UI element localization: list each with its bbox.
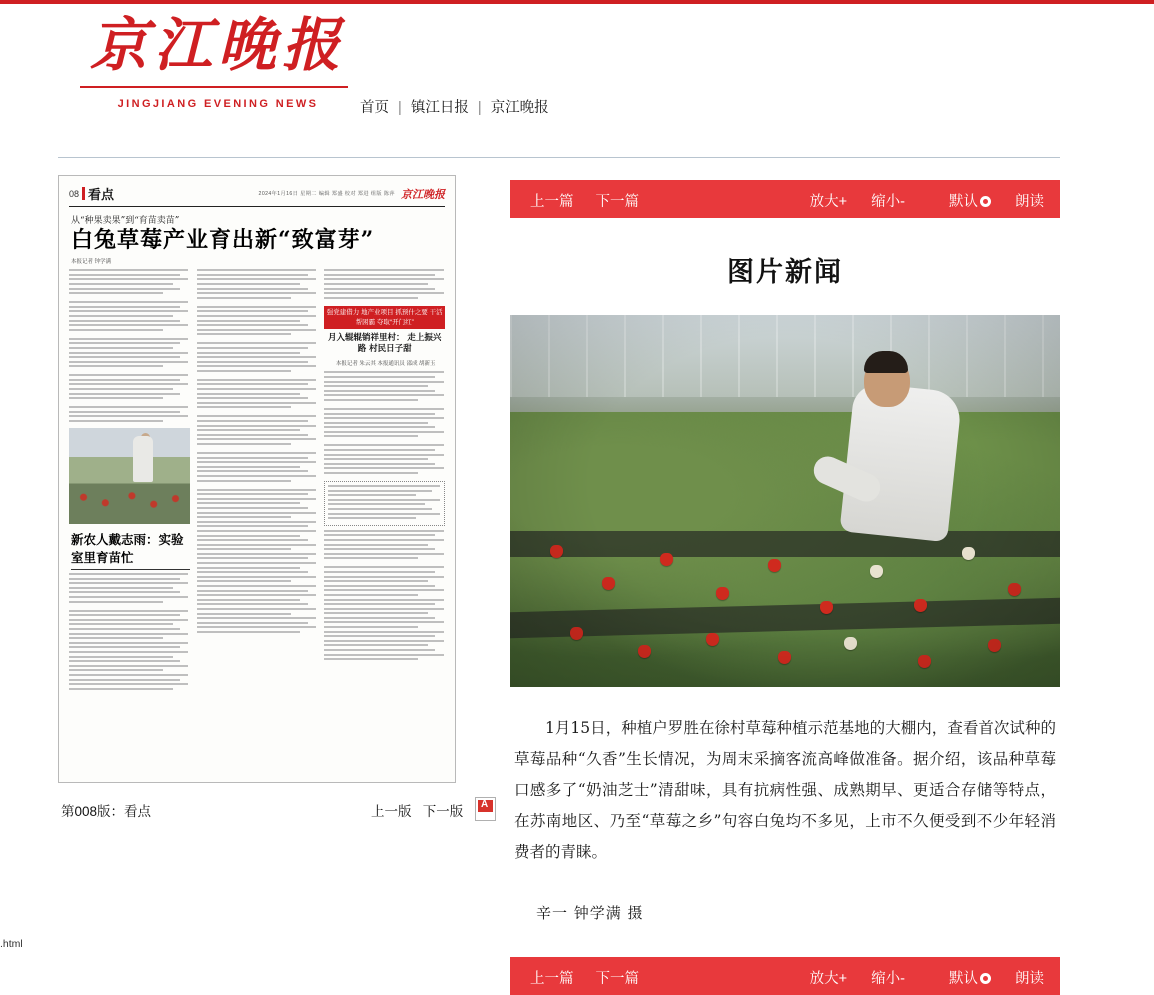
- article-body-text: 1月15日，种植户罗胜在徐村草莓种植示范基地的大棚内，查看首次试种的草莓品种“久香”生长情况，为周末采摘客流高峰做准备。据介绍，该品种草莓口感多了“奶油芝士”清甜味，具有抗病性强、成熟期早、更适合存储等特点，在苏南地区、乃至“草莓之乡”句容白兔均不多见，上市不久便受到不少年轻消费者的青睐。: [514, 719, 1056, 861]
- paper-footer: [58, 797, 468, 823]
- zoom-out-button-bottom[interactable]: 缩小-: [871, 971, 905, 987]
- paper-inline-photo: [69, 428, 190, 524]
- article-tools: [790, 190, 1044, 211]
- article-next-button-bottom[interactable]: 下一篇: [595, 971, 640, 987]
- paper-subheadline: 新农人戴志雨：实验室里育苗忙: [71, 530, 190, 570]
- nav-separator-1: |: [398, 100, 402, 116]
- article-toolbar-top: [510, 180, 1060, 218]
- article-toolbar-bottom: [510, 957, 1060, 995]
- default-size-label: 默认: [948, 194, 978, 210]
- article-nav-left-bottom: [530, 967, 657, 988]
- article-next-button[interactable]: 下一篇: [595, 194, 640, 210]
- zoom-out-button[interactable]: 缩小-: [871, 194, 905, 210]
- next-page-link[interactable]: 下一版: [422, 804, 464, 819]
- paper-mini-logo: 京江晚报: [401, 187, 445, 201]
- paper-section-marker: [82, 187, 85, 200]
- paper-issue-meta: 2024年1月16日 星期二 编辑 郑盛 校对 郑进 组版 陈萍: [258, 191, 395, 197]
- paper-headline: 白兔草莓产业育出新“致富芽”: [71, 227, 375, 253]
- paper-column-2: [197, 269, 318, 692]
- article-photo-credit: 辛一 钟学满 摄: [536, 904, 644, 922]
- site-logo-english: JINGJIANG EVENING NEWS: [117, 98, 319, 110]
- zoom-in-button[interactable]: 放大+: [809, 194, 848, 210]
- paper-section-name: 看点: [88, 188, 115, 203]
- nav-item-home[interactable]: 首页: [360, 100, 389, 116]
- pdf-download-icon[interactable]: [475, 797, 496, 821]
- article-title: 图片新闻: [727, 257, 843, 288]
- read-aloud-button-bottom[interactable]: 朗读: [1015, 971, 1044, 987]
- logo-divider: [80, 86, 348, 88]
- paper-page-label: 第008版：看点: [61, 804, 152, 819]
- article-tools-bottom: [790, 967, 1044, 988]
- browser-status-bar: [0, 934, 1154, 950]
- nav-item-jingjiang-evening[interactable]: 京江晚报: [490, 100, 549, 116]
- header-divider: [58, 157, 1060, 158]
- paper-page-number: 08: [69, 188, 80, 199]
- paper-preview-column: [58, 175, 468, 823]
- paper-column-3: [324, 269, 445, 692]
- read-aloud-button[interactable]: 朗读: [1015, 194, 1044, 210]
- site-logo-en-wrap: [78, 92, 358, 110]
- default-size-label-bottom: 默认: [948, 971, 978, 987]
- default-size-button-bottom[interactable]: [929, 971, 991, 987]
- status-url-text: .html: [0, 938, 23, 950]
- radio-dot-icon-bottom: [980, 973, 991, 984]
- site-logo-chinese: 京江晚报: [89, 11, 346, 79]
- site-logo[interactable]: [78, 12, 358, 79]
- paper-header: [69, 184, 445, 207]
- zoom-in-button-bottom[interactable]: 放大+: [809, 971, 848, 987]
- paper-quote-box: [324, 481, 445, 526]
- top-navigation: [360, 96, 549, 117]
- paper-columns: [69, 269, 445, 692]
- newspaper-page-image[interactable]: [58, 175, 456, 783]
- article-prev-button[interactable]: 上一篇: [530, 194, 574, 210]
- article-nav-left: [530, 190, 657, 211]
- paper-kicker: 从“种果卖果”到“育苗卖苗”: [71, 216, 180, 226]
- paper-column-1: [69, 269, 190, 692]
- paper-byline: 本报记者 钟学满: [71, 259, 112, 266]
- default-size-button[interactable]: [929, 194, 991, 210]
- nav-item-zhenjiang-daily[interactable]: 镇江日报: [410, 100, 469, 116]
- article-prev-button-bottom[interactable]: 上一篇: [530, 971, 574, 987]
- article-photo: [510, 315, 1060, 687]
- radio-dot-icon: [980, 196, 991, 207]
- site-masthead: [0, 0, 1154, 128]
- paper-sidebar-banner: 强党建借力 地产业项目 抓预什之要 干活帮困霸 夺取“开门红”: [324, 306, 445, 330]
- paper-sidebar-byline: 本报记者 朱云其 本报通讯员 邵成 胡新玉: [335, 361, 436, 368]
- nav-separator-2: |: [477, 100, 482, 116]
- paper-page-nav: [371, 800, 463, 820]
- prev-page-link[interactable]: 上一版: [371, 804, 412, 819]
- paper-sidebar-title: 月入辊辊销祥里村： 走上振兴路 村民日子甜: [327, 333, 442, 355]
- article-column: [510, 180, 1060, 995]
